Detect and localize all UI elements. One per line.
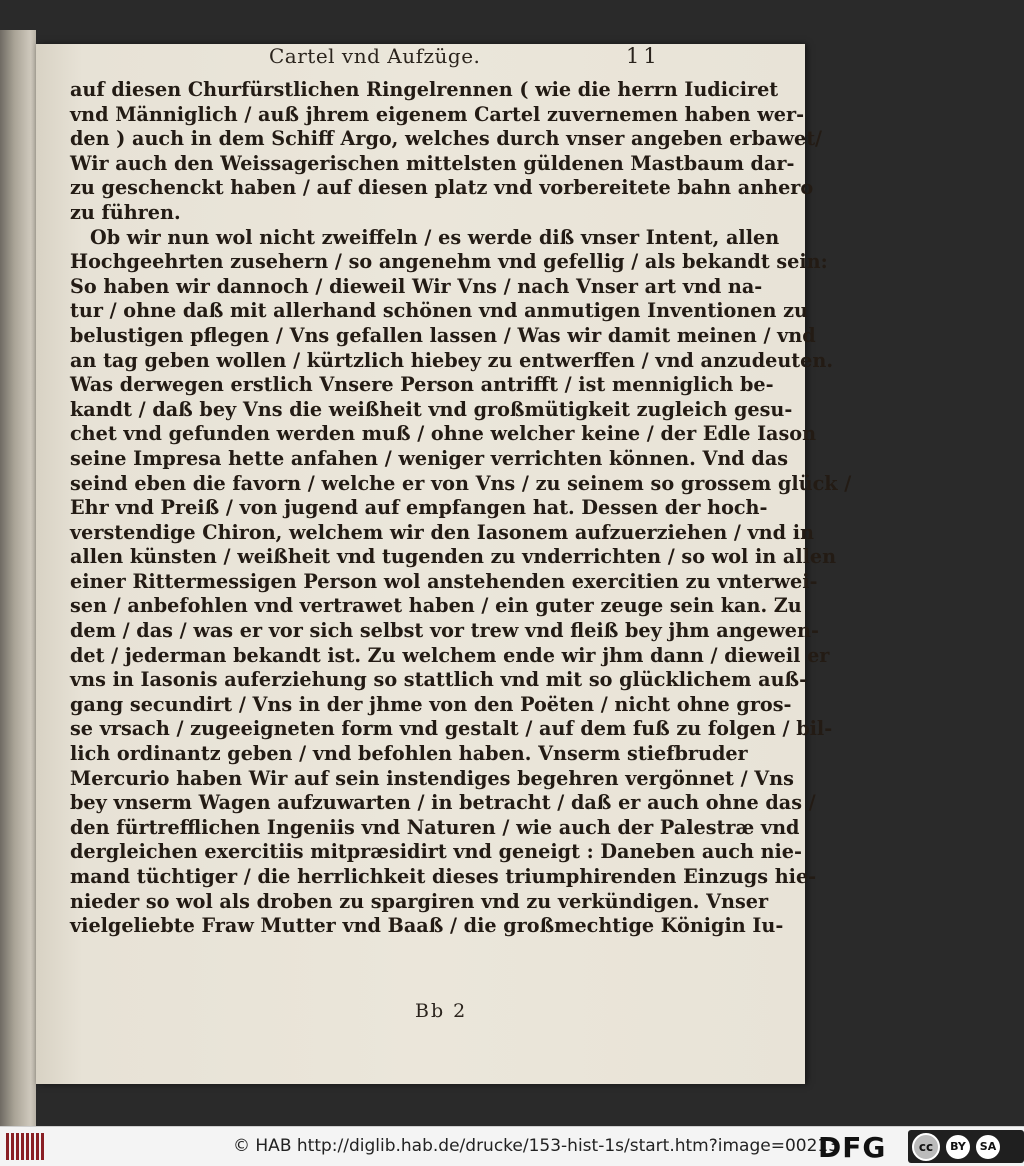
text-line: kandt / daß bey Vns die weißheit vnd großmütigkeit zugleich gesu- xyxy=(70,397,793,421)
text-line: chet vnd gefunden werden muß / ohne welcher keine / der Edle Iason xyxy=(70,422,817,446)
text-line: Wir auch den Weissagerischen mittelsten güldenen Mastbaum dar- xyxy=(70,151,795,175)
text-line: vielgeliebte Fraw Mutter vnd Baaß / die großmechtige Königin Iu- xyxy=(70,914,784,938)
footer-bar xyxy=(0,1126,1024,1166)
dfg-logo: DFG xyxy=(818,1131,887,1164)
text-line: lich ordinantz geben / vnd befohlen haben. Vnserm stiefbruder xyxy=(70,742,748,766)
running-title: Cartel vnd Aufzüge. xyxy=(269,44,481,68)
text-line: zu geschenckt haben / auf diesen platz vnd vorbereitete bahn anhero xyxy=(70,176,814,200)
library-logo-icon xyxy=(6,1133,46,1160)
sa-icon: SA xyxy=(976,1135,1000,1159)
text-line: gang secundirt / Vns in der jhme von den Poëten / nicht ohne gros- xyxy=(70,692,792,716)
text-line: So haben wir dannoch / dieweil Wir Vns / nach Vnser art vnd na- xyxy=(70,274,763,298)
text-line: belustigen pflegen / Vns gefallen lassen / Was wir damit meinen / vnd xyxy=(70,323,816,347)
text-line: Mercurio haben Wir auf sein instendiges begehren vergönnet / Vns xyxy=(70,766,794,790)
cc-license-badge[interactable] xyxy=(908,1130,1024,1163)
text-line: det / jederman bekandt ist. Zu welchem ende wir jhm dann / dieweil er xyxy=(70,643,830,667)
by-icon: BY xyxy=(946,1135,970,1159)
text-line: den fürtrefflichen Ingeniis vnd Naturen / wie auch der Palestræ vnd xyxy=(70,815,800,839)
text-line: allen künsten / weißheit vnd tugenden zu vnderrichten / so wol in allen xyxy=(70,545,837,569)
text-line: einer Rittermessigen Person wol anstehenden exercitien zu vnterwei- xyxy=(70,569,818,593)
text-line: vns in Iasonis auferziehung so stattlich vnd mit so glücklichem auß- xyxy=(70,668,808,692)
text-line: auf diesen Churfürstlichen Ringelrennen ( wie die herrn Iudiciret xyxy=(70,78,779,101)
text-line: dergleichen exercitiis mitpræsidirt vnd geneigt : Daneben auch nie- xyxy=(70,840,802,864)
page-number: 11 xyxy=(626,44,661,68)
text-line: an tag geben wollen / kürtzlich hiebey zu entwerffen / vnd anzudeuten. xyxy=(70,348,834,372)
text-line: Hochgeehrten zusehern / so angenehm vnd gefellig / als bekandt sein: xyxy=(70,250,828,274)
text-line: seind eben die favorn / welche er von Vns / zu seinem so grossem glück / xyxy=(70,471,852,495)
text-line: sen / anbefohlen vnd vertrawet haben / ein guter zeuge sein kan. Zu xyxy=(70,594,802,618)
text-line: tur / ohne daß mit allerhand schönen vnd anmutigen Inventionen zu xyxy=(70,299,808,323)
text-line: nieder so wol als droben zu spargiren vnd zu verkündigen. Vnser xyxy=(70,889,769,913)
page-body-text xyxy=(70,78,852,939)
text-line: den ) auch in dem Schiff Argo, welches durch vnser angeben erbawet/ xyxy=(70,127,823,151)
text-line: Ehr vnd Preiß / von jugend auf empfangen hat. Dessen der hoch- xyxy=(70,496,768,520)
text-line: Was derwegen erstlich Vnsere Person antrifft / ist menniglich be- xyxy=(70,373,774,397)
text-line: mand tüchtiger / die herrlichkeit dieses triumphirenden Einzugs hie- xyxy=(70,865,817,888)
copyright-link[interactable]: © HAB http://diglib.hab.de/drucke/153-hist-1s/start.htm?image=00213 xyxy=(233,1136,840,1156)
text-line: se vrsach / zugeeigneten form vnd gestalt / auf dem fuß zu folgen / bil- xyxy=(70,717,833,741)
text-line: verstendige Chiron, welchem wir den Iasonem aufzuerziehen / vnd in xyxy=(70,520,814,544)
signature-mark: Bb 2 xyxy=(415,1000,468,1022)
cc-icon: cc xyxy=(912,1133,940,1161)
text-line: zu führen. xyxy=(70,200,181,224)
text-line: bey vnserm Wagen aufzuwarten / in betracht / daß er auch ohne das / xyxy=(70,791,816,815)
text-line: dem / das / was er vor sich selbst vor trew vnd fleiß bey jhm angewen- xyxy=(70,619,819,643)
text-line: seine Impresa hette anfahen / weniger verrichten können. Vnd das xyxy=(70,446,789,470)
text-line: vnd Männiglich / auß jhrem eigenem Cartel zuvernemen haben wer- xyxy=(70,102,805,126)
facing-page-edge xyxy=(0,30,36,1126)
text-line: Ob wir nun wol nicht zweiffeln / es werde diß vnser Intent, allen xyxy=(90,225,780,249)
